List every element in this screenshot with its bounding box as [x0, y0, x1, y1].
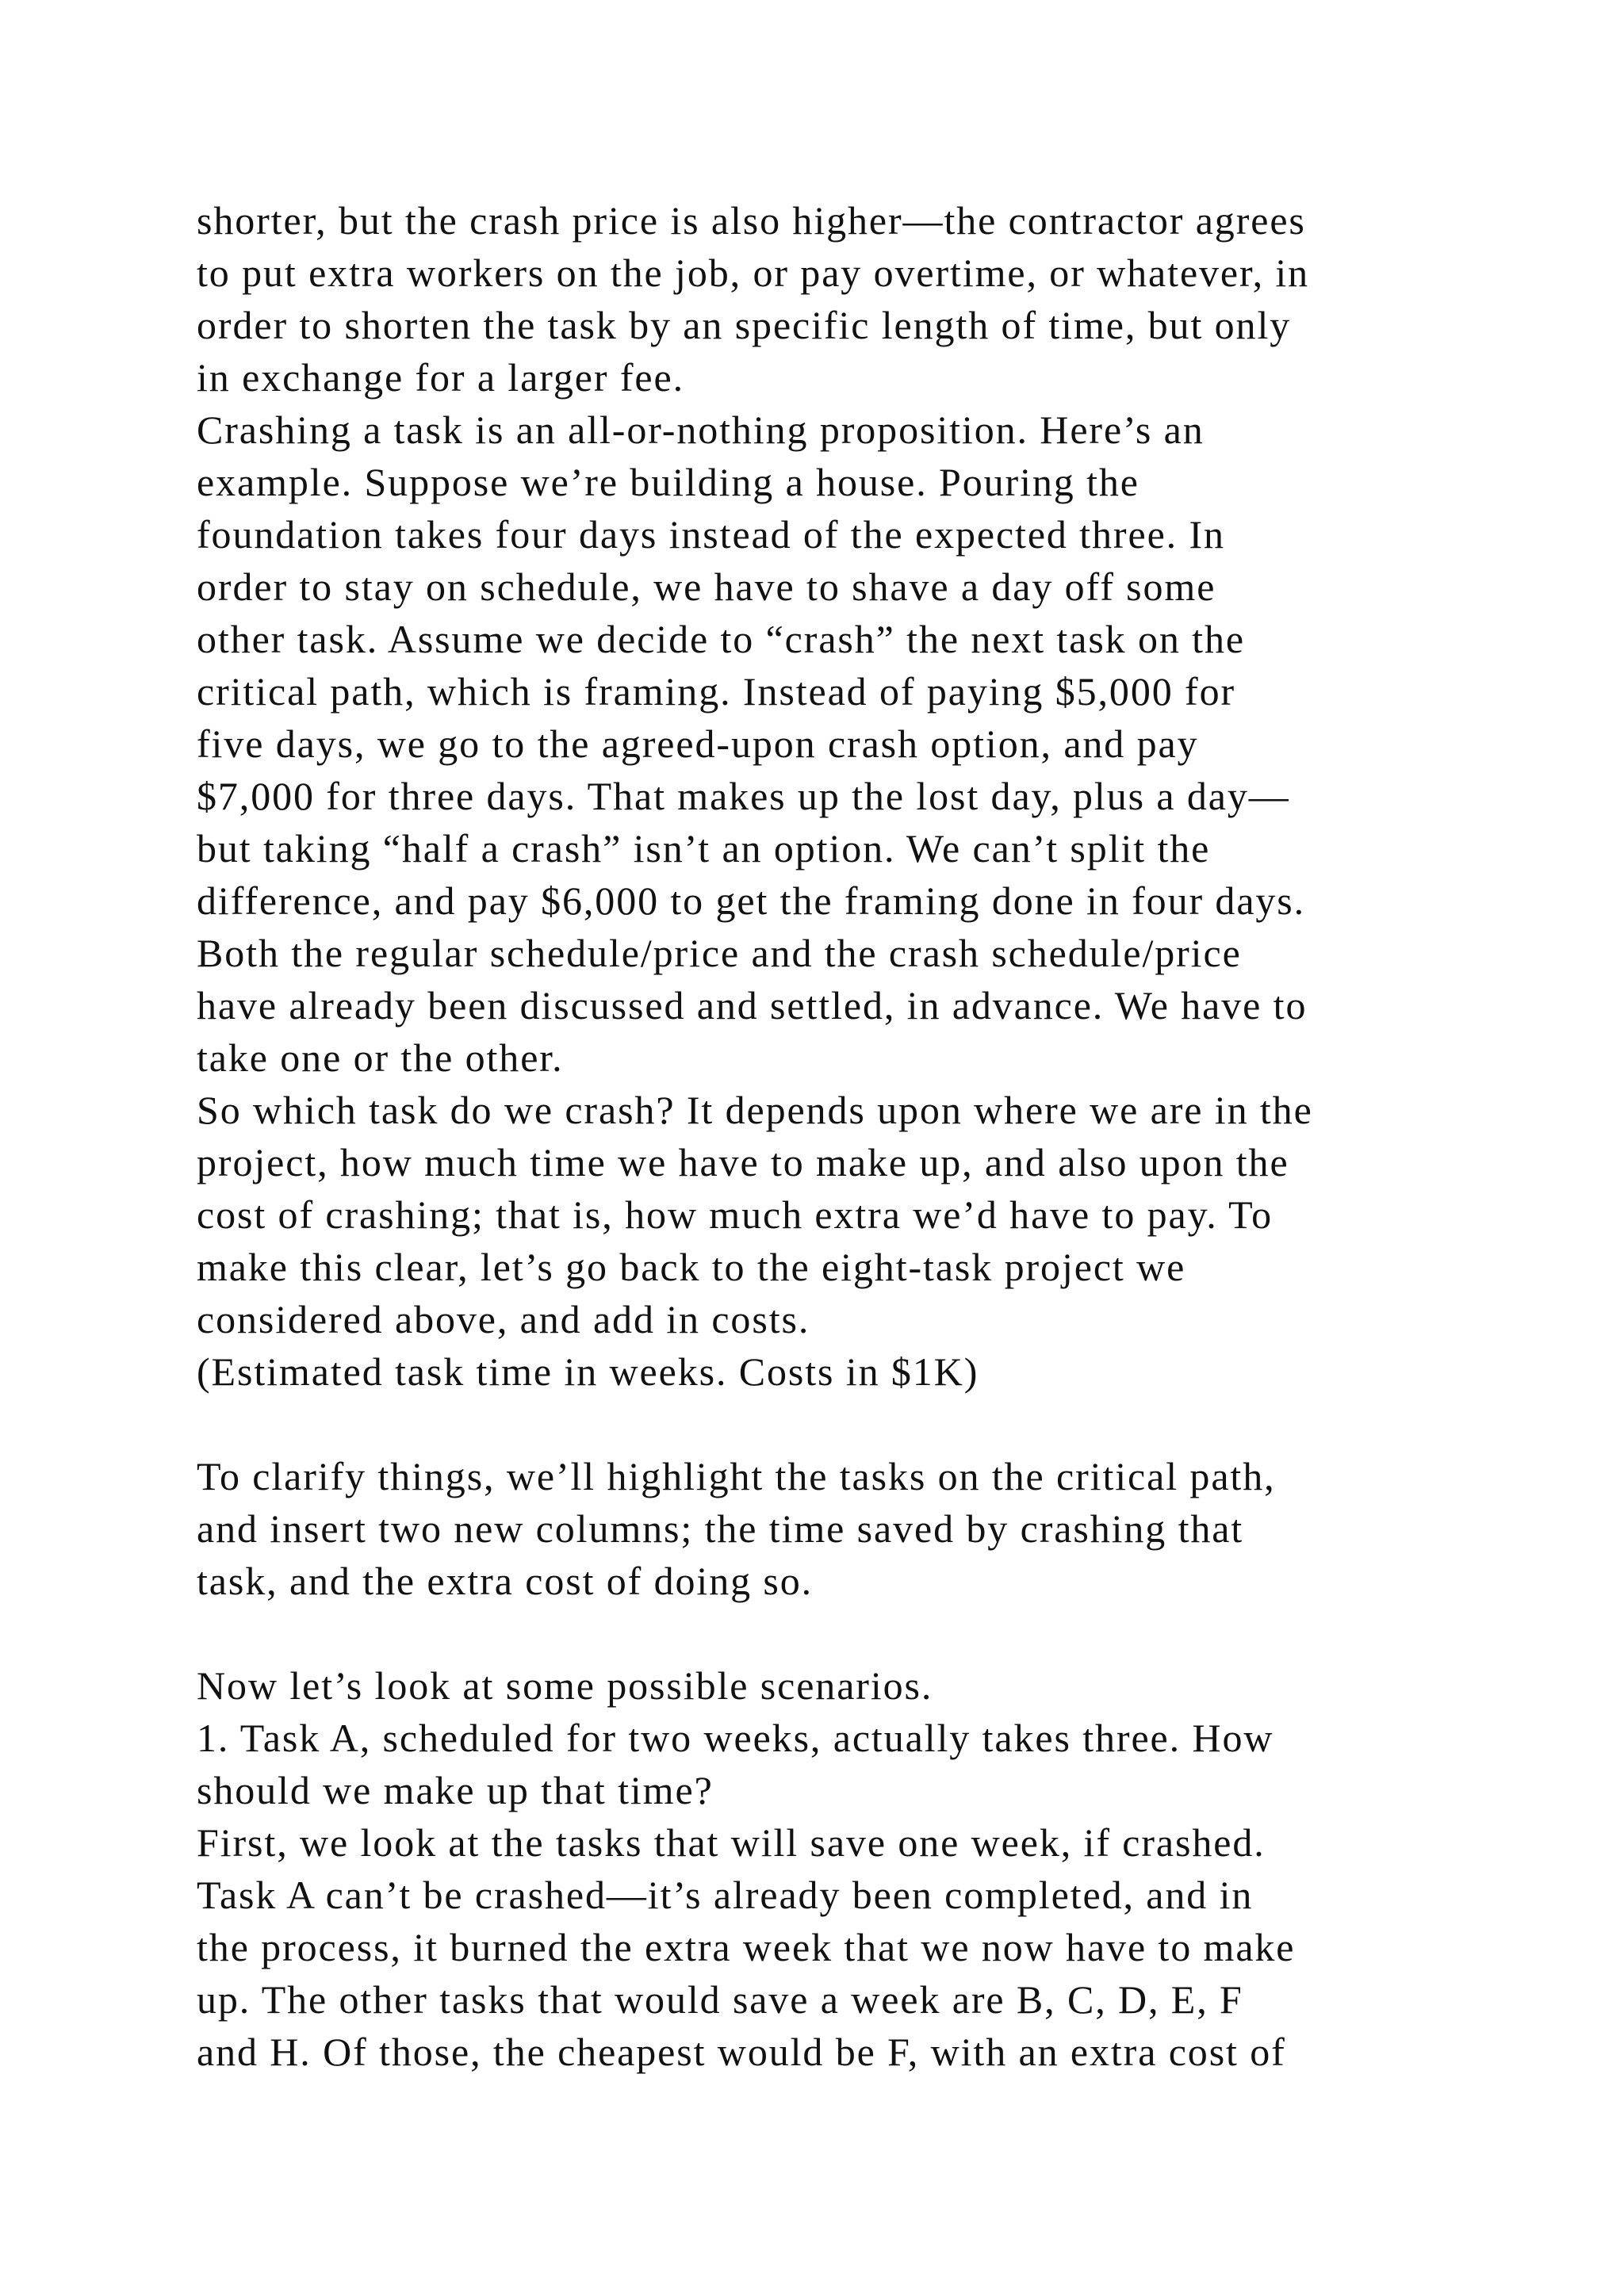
text-line: but taking “half a crash” isn’t an option. We can’t split the: [197, 826, 1211, 871]
text-line: To clarify things, we’ll highlight the tasks on the critical path,: [197, 1454, 1276, 1498]
text-line: cost of crashing; that is, how much extra we’d have to pay. To: [197, 1192, 1274, 1237]
text-line: project, how much time we have to make up, and also upon the: [197, 1140, 1289, 1184]
text-line: five days, we go to the agreed-upon crash option, and pay: [197, 721, 1199, 766]
text-line: difference, and pay $6,000 to get the framing done in four days.: [197, 878, 1306, 923]
text-line: task, and the extra cost of doing so.: [197, 1559, 814, 1603]
text-line: foundation takes four days instead of the expected three. In: [197, 512, 1225, 557]
text-line: shorter, but the crash price is also higher—the contractor agrees: [197, 198, 1306, 243]
text-line: First, we look at the tasks that will save one week, if crashed.: [197, 1820, 1266, 1865]
text-line: order to stay on schedule, we have to shave a day off some: [197, 564, 1216, 609]
blank-line: [197, 1607, 1465, 1659]
text-line: So which task do we crash? It depends upon where we are in the: [197, 1088, 1313, 1132]
text-line: other task. Assume we decide to “crash” the next task on the: [197, 617, 1245, 661]
text-line: and insert two new columns; the time saved by crashing that: [197, 1506, 1244, 1551]
text-line: Crashing a task is an all-or-nothing proposition. Here’s an: [197, 408, 1205, 452]
text-line: Task A can’t be crashed—it’s already been completed, and in: [197, 1873, 1254, 1917]
text-line: (Estimated task time in weeks. Costs in $1K): [197, 1349, 979, 1394]
text-line: considered above, and add in costs.: [197, 1297, 810, 1341]
text-line: make this clear, let’s go back to the eight-task project we: [197, 1245, 1186, 1289]
text-line: in exchange for a larger fee.: [197, 355, 684, 400]
text-line: example. Suppose we’re building a house. Pouring the: [197, 460, 1139, 504]
blank-line: [197, 1398, 1465, 1450]
text-line: critical path, which is framing. Instead of paying $5,000 for: [197, 669, 1236, 714]
text-line: to put extra workers on the job, or pay overtime, or whatever, in: [197, 251, 1310, 295]
text-line: up. The other tasks that would save a week are B, C, D, E, F: [197, 1977, 1243, 2022]
text-line: Both the regular schedule/price and the crash schedule/price: [197, 931, 1242, 975]
body-text: [197, 194, 1465, 2078]
text-line: should we make up that time?: [197, 1768, 714, 1812]
text-line: order to shorten the task by an specific length of time, but only: [197, 303, 1292, 347]
text-line: have already been discussed and settled, in advance. We have to: [197, 983, 1308, 1027]
text-line: and H. Of those, the cheapest would be F, with an extra cost of: [197, 2030, 1286, 2074]
text-line: $7,000 for three days. That makes up the lost day, plus a day—: [197, 774, 1290, 818]
text-line: 1. Task A, scheduled for two weeks, actually takes three. How: [197, 1716, 1274, 1760]
text-line: the process, it burned the extra week that we now have to make: [197, 1925, 1296, 1969]
text-line: Now let’s look at some possible scenarios.: [197, 1663, 933, 1708]
text-line: take one or the other.: [197, 1035, 564, 1080]
